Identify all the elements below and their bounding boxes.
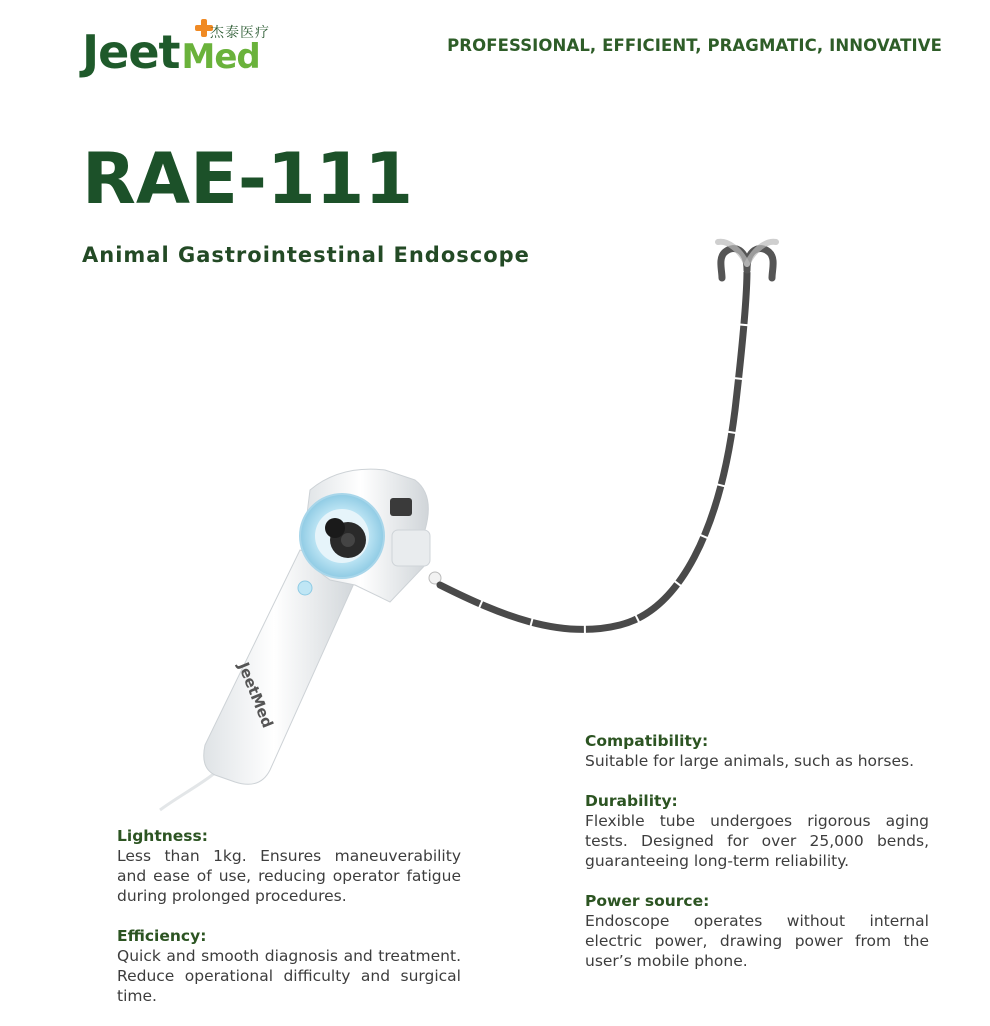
feature-lightness [117,826,461,906]
feature-text: Less than 1kg. Ensures maneuverability and ease of use, reducing operator fatigue during prolonged procedures. [117,847,461,905]
feature-compatibility [585,731,929,771]
function-button [298,581,312,595]
side-port [392,530,430,566]
feature-efficiency [117,926,461,1006]
slogan: PROFESSIONAL, EFFICIENT, PRAGMATIC, INNOVATIVE [447,36,942,55]
product-model: RAE-111 [82,138,414,220]
feature-title: Durability: [585,792,678,810]
feature-title: Lightness: [117,827,208,845]
top-port [390,498,412,516]
feature-text: Endoscope operates without internal electric power, drawing power from the user’s mobile phone. [585,912,929,970]
feature-text: Flexible tube undergoes rigorous aging tests. Designed for over 25,000 bends, guaranteeing long-term reliability. [585,812,929,870]
feature-text: Quick and smooth diagnosis and treatment. Reduce operational difficulty and surgical time. [117,947,461,1005]
handle-brand-label: JeetMed [234,659,277,731]
feature-power-source [585,891,929,971]
feature-title: Efficiency: [117,927,207,945]
product-subtitle: Animal Gastrointestinal Endoscope [82,243,530,267]
handle [204,550,360,784]
insertion-tube [440,270,747,629]
feature-title: Compatibility: [585,732,709,750]
feature-title: Power source: [585,892,710,910]
feature-text: Suitable for large animals, such as horses. [585,752,915,770]
logo-chinese-text: 杰泰医疗 [210,25,270,41]
logo-main-text: Jeet [82,25,180,79]
logo-sub-text: Med [181,37,260,77]
feature-durability [585,791,929,871]
jeetmed-logo [82,18,292,80]
